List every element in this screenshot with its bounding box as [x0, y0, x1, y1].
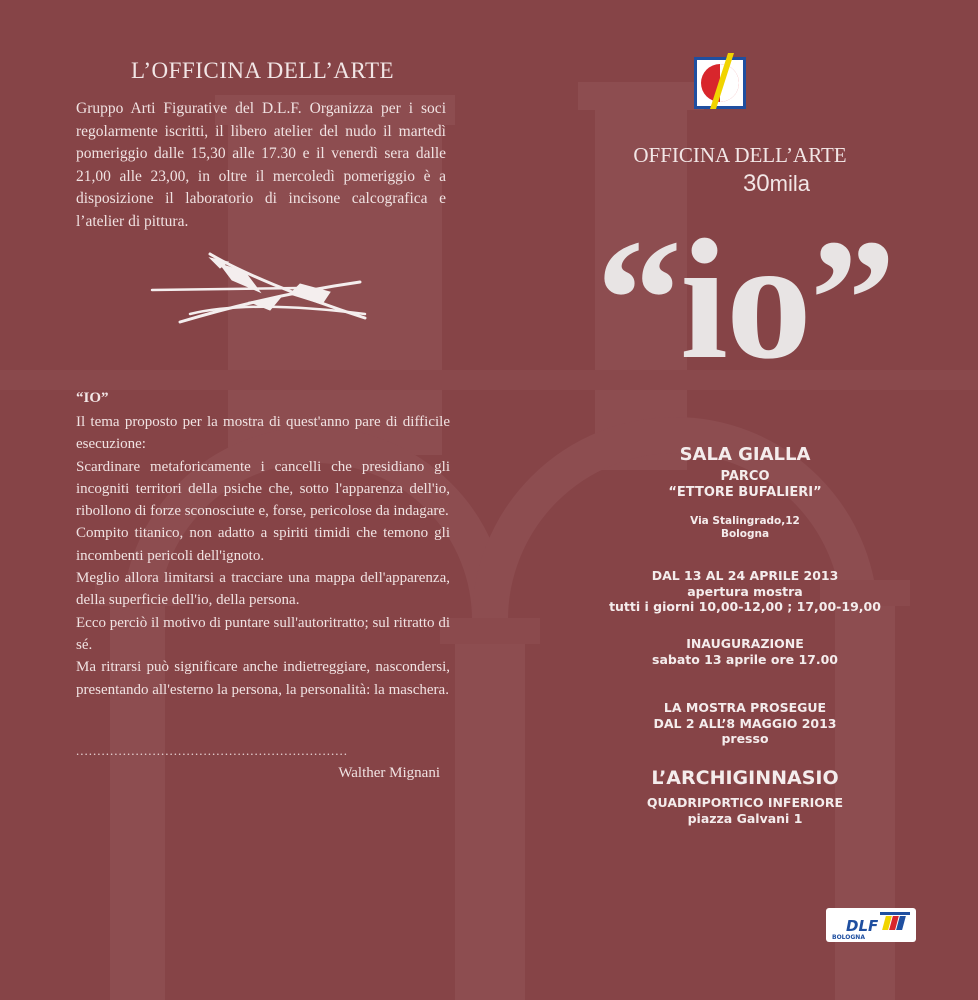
continuation-dates: DAL 2 ALL’8 MAGGIO 2013	[653, 715, 837, 731]
park-name: “ETTORE BUFALIERI”	[668, 485, 822, 501]
subtitle-number: 30	[742, 170, 770, 197]
address-city: Bologna	[720, 528, 770, 541]
continuation-block	[560, 700, 930, 747]
left-title: L’OFFICINA DELL’ARTE	[130, 58, 395, 83]
venue-name: SALA GIALLA	[679, 444, 811, 465]
continuation-presso: presso	[721, 731, 769, 747]
essay-text	[76, 411, 450, 701]
dlf-city: BOLOGNA	[832, 934, 865, 941]
park-line: PARCO	[720, 469, 770, 484]
essay-paragraph: Il tema proposto per la mostra di quest'anno pare di difficile esecuzione:	[76, 414, 450, 453]
dlf-name: DLF	[846, 917, 879, 935]
dotted-separator: ................................................................	[76, 743, 348, 758]
officina-logo-icon	[694, 53, 746, 109]
essay-paragraph: Compito titanico, non adatto a spiriti timidi che temono gli incombenti pericoli dell'ignoto.	[76, 525, 450, 564]
opening-hours: tutti i giorni 10,00-12,00 ; 17,00-19,00	[609, 599, 881, 615]
subtitle-suffix: mila	[769, 171, 810, 196]
paintbrushes-icon	[150, 252, 370, 326]
author-signature: Walther Mignani	[338, 765, 440, 781]
right-title: OFFICINA DELL’ARTE	[633, 143, 847, 167]
continuation-line: LA MOSTRA PROSEGUE	[663, 700, 827, 715]
opening-label: apertura mostra	[687, 583, 803, 599]
essay-paragraph: Ma ritrarsi può significare anche indietreggiare, nascondersi, presentando all'esterno la persona, la personalità: la maschera.	[76, 659, 450, 698]
essay-heading: “IO”	[76, 390, 109, 406]
address-street: Via Stalingrado,12	[690, 515, 800, 527]
address-block	[560, 515, 930, 541]
dlf-logo-icon	[826, 908, 916, 942]
dlf-sponsor-logo	[826, 908, 916, 942]
essay-paragraph: Ecco perciò il motivo di puntare sull'autoritratto; sul ritratto di sé.	[76, 614, 450, 653]
subtitle	[560, 170, 810, 198]
exhibition-dates: DAL 13 AL 24 APRILE 2013	[651, 568, 839, 583]
inauguration-block	[560, 636, 930, 667]
intro-paragraph: Gruppo Arti Figurative del D.L.F. Organizza per i soci regolarmente iscritti, il libero atelier del nudo il martedì pomeriggio dalle 15,30 alle 17.30 e il venerdì sera dalle 21,00 alle 23,00, in oltre il mercoledì pomeriggio è a disposizione il laboratorio di incisone calcografica e l’atelier di pittura.	[76, 100, 446, 230]
essay-paragraph: Meglio allora limitarsi a tracciare una mappa dell'apparenza, della superficie dell'io, della persona.	[76, 570, 450, 609]
exhibition-title: “io”	[596, 205, 894, 395]
essay-paragraph: Scardinare metaforicamente i cancelli che presidiano gli incogniti territori della psiche che, sotto l'apparenza dell'io, ribollono di forze sconosciute e, forse, pericolose da indagare.	[76, 458, 450, 520]
dates-block	[560, 568, 930, 615]
inauguration-label: INAUGURAZIONE	[686, 636, 804, 651]
inauguration-date: sabato 13 aprile ore 17.00	[652, 651, 838, 667]
second-venue-detail: QUADRIPORTICO INFERIORE	[646, 795, 844, 810]
park-block	[560, 469, 930, 502]
second-venue-address: piazza Galvani 1	[687, 810, 803, 826]
second-venue: L’ARCHIGINNASIO	[651, 767, 839, 789]
second-venue-block	[560, 795, 930, 826]
